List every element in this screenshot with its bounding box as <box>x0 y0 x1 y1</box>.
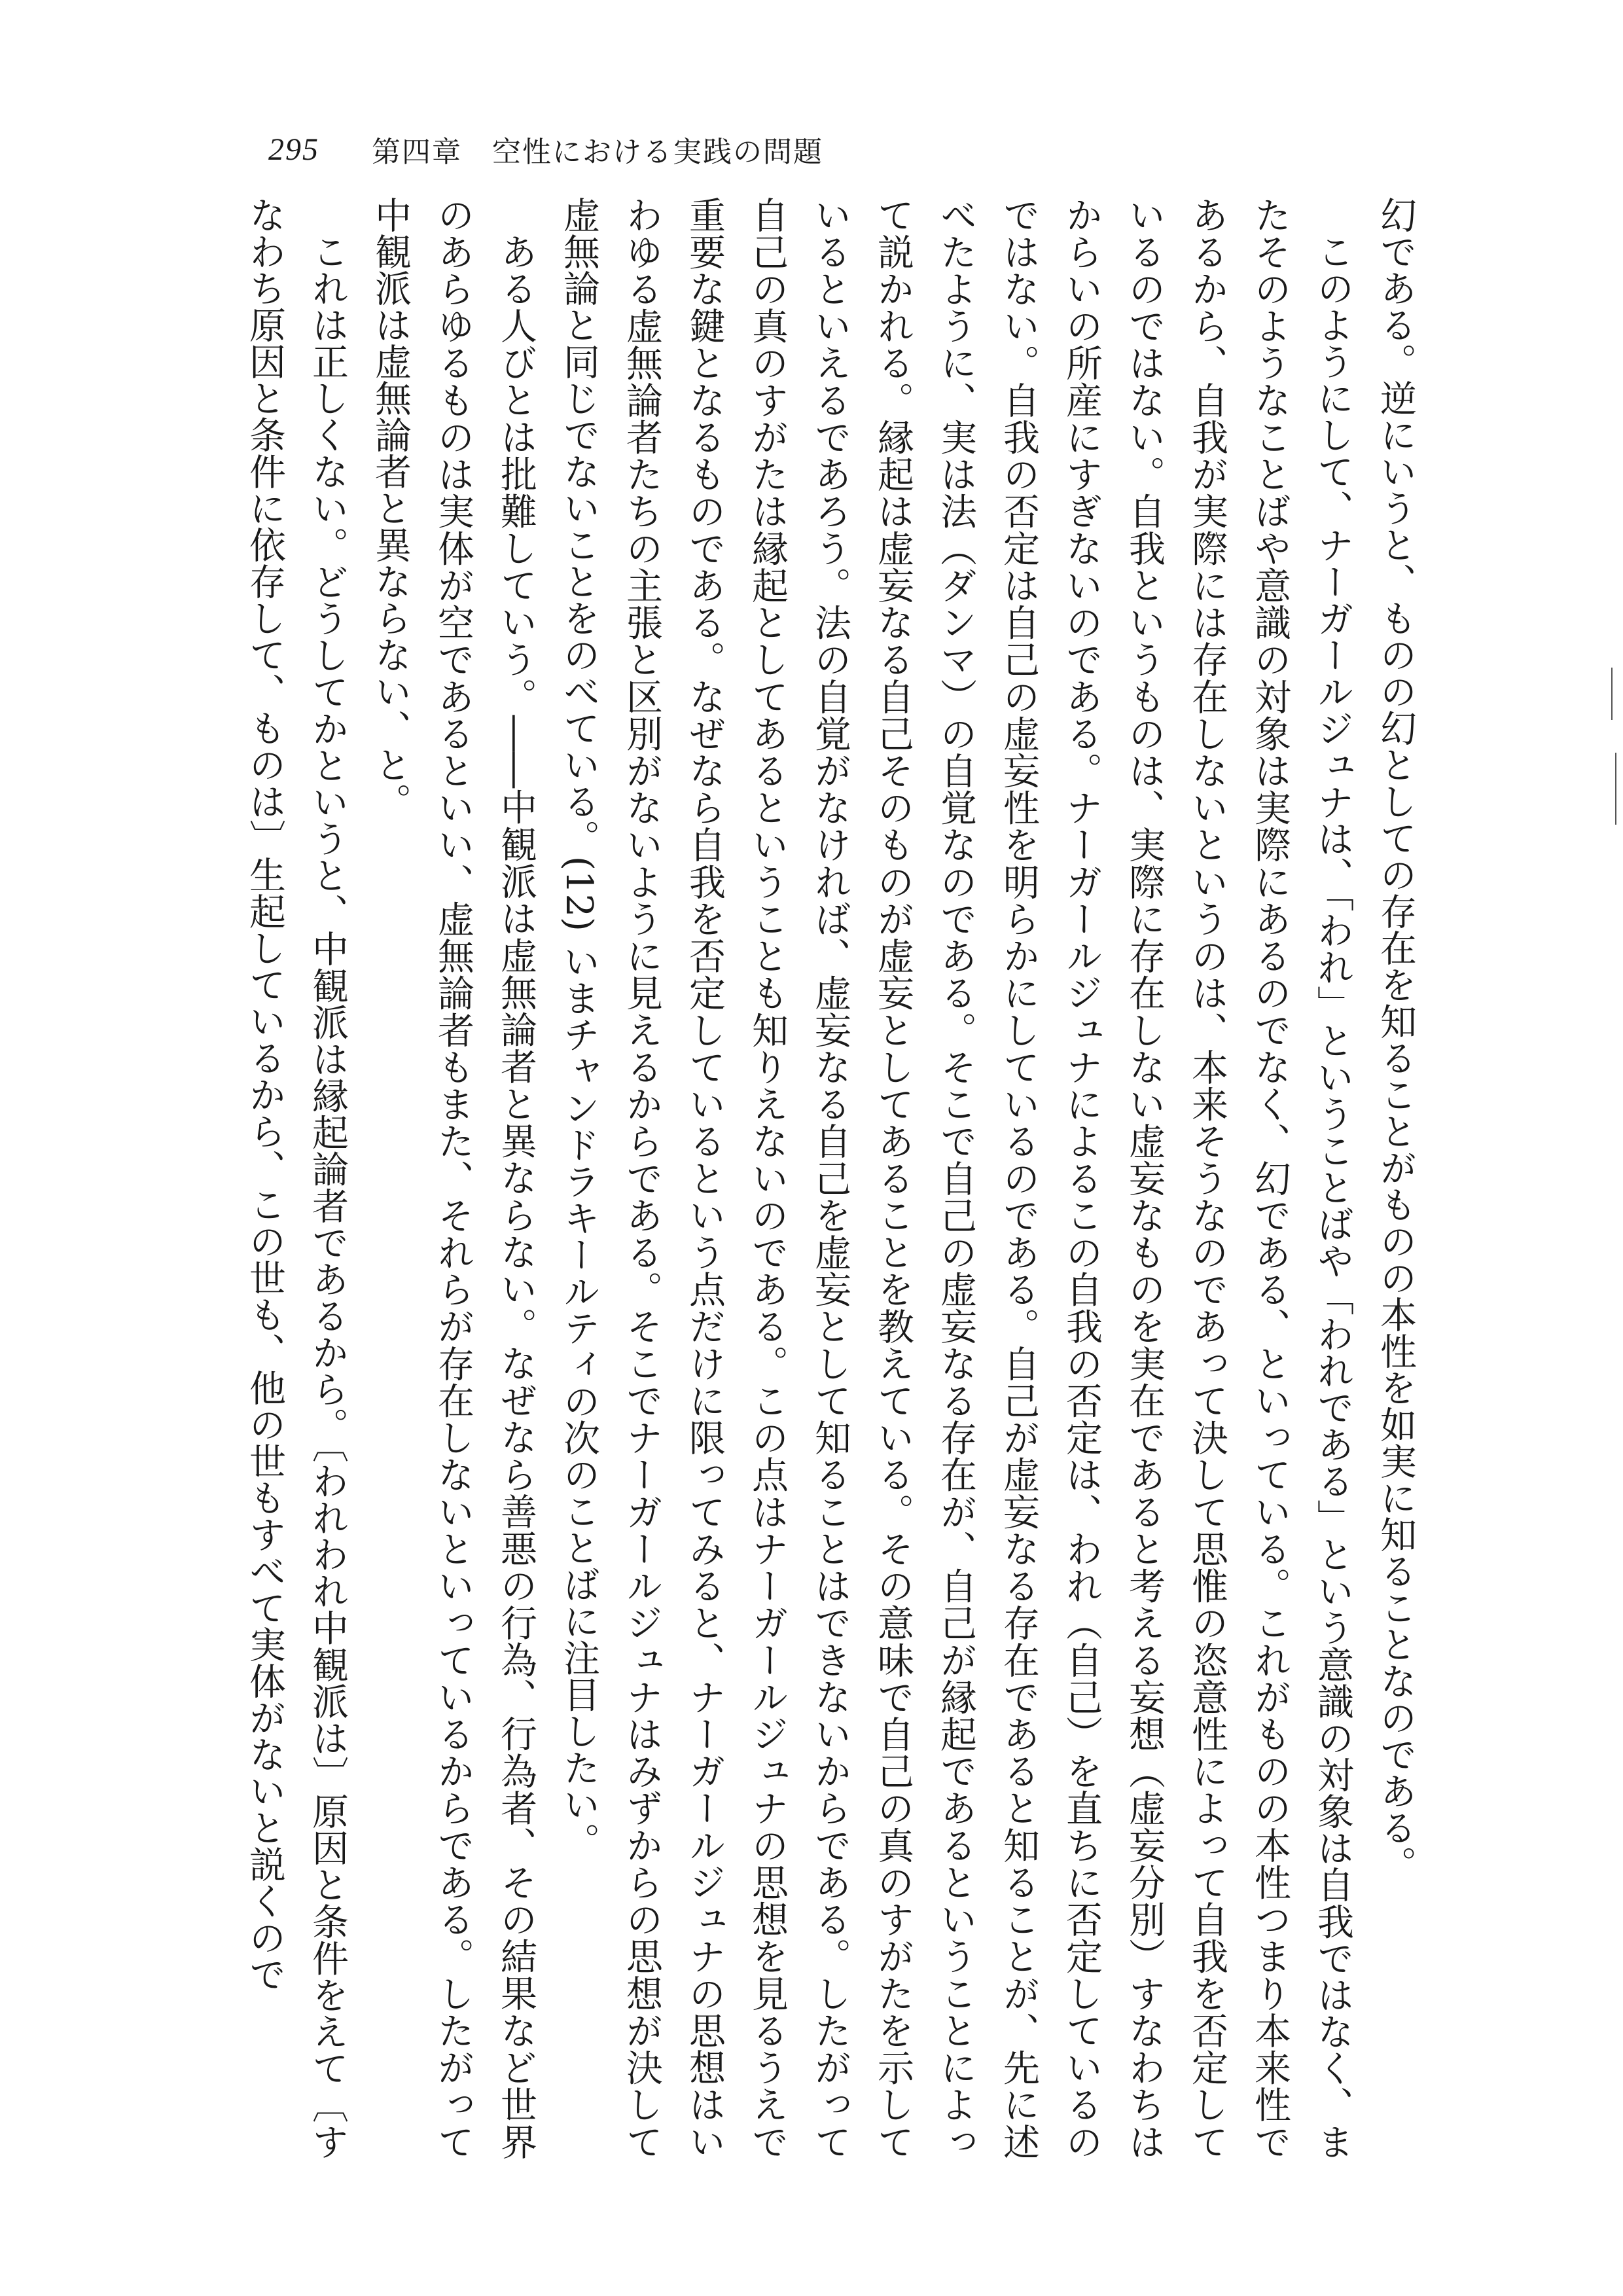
running-title: 第四章 空性における実践の問題 <box>372 135 823 169</box>
paragraph-1: 幻である。逆にいうと、ものの幻としての存在を知ることがものの本性を如実に知ることなのである。 <box>1374 196 1417 1882</box>
paragraph-2: このようにして、ナーガールジュナは、「われ」ということばや「われである」という意識の対象は自我ではなく、またそのようなことばや意識の対象は実際にあるのでなく、幻である、といっている。これがものの本性つまり本来性であるから、自我が実際には存在しないというのは、本来そうなのであって決して思惟の恣意性によって自我を否定しているのではない。自我というものは、実際に存在しない虚妄なものを実在であると考える妄想（虚妄分別）すなわちはからいの所産にすぎないのである。ナーガールジュナによるこの自我の否定は、われ（自己）を直ちに否定しているのではない。自我の否定は自己の虚妄性を明らかにしているのである。自己が虚妄なる存在であると知ることが、先に述べたように、実は法（ダンマ）の自覚なのである。そこで自己の虚妄なる存在が、自己が縁起であるということによって説かれる。縁起は虚妄なる自己そのものが虚妄としてあることを教えている。その意味で自己の真のすがたを示しているといえるであろう。法の自覚がなければ、虚妄なる自己を虚妄として知ることはできないからである。したがって自己の真のすがたは縁起としてあるということも知りえないのである。この点はナーガールジュナの思想を見るうえで重要な鍵となるものである。なぜなら自我を否定しているという点だけに限ってみると、ナーガールジュナの思想はいわゆる虚無論者たちの主張と区別がないように見えるからである。そこでナーガールジュナはみずからの思想が決して虚無論と同じでないことをのべている。(12) いまチャンドラキールティの次のことばに注目したい。 <box>558 196 1354 2160</box>
scan-artifact-line <box>1611 668 1613 720</box>
paragraph-3: ある人びとは批難していう。――中観派は虚無論者と異ならない。なぜなら善悪の行為、行為者、その結果など世界のあらゆるものは実体が空であるといい、虚無論者もまた、それらが存在しないといっているからである。したがって中観派は虚無論者と異ならない、と。 <box>369 196 537 2160</box>
vertical-body-text <box>236 196 1427 2160</box>
scan-artifact-line <box>1615 753 1616 825</box>
paragraph-4: これは正しくない。どうしてかというと、中観派は縁起論者であるから。〔われわれ中観派は〕原因と条件をえて〔すなわち原因と条件に依存して、ものは〕生起しているから、この世も、他の世もすべて実体がないと説くので <box>243 196 349 2160</box>
page-header <box>268 123 823 175</box>
page-number: 295 <box>268 132 319 167</box>
